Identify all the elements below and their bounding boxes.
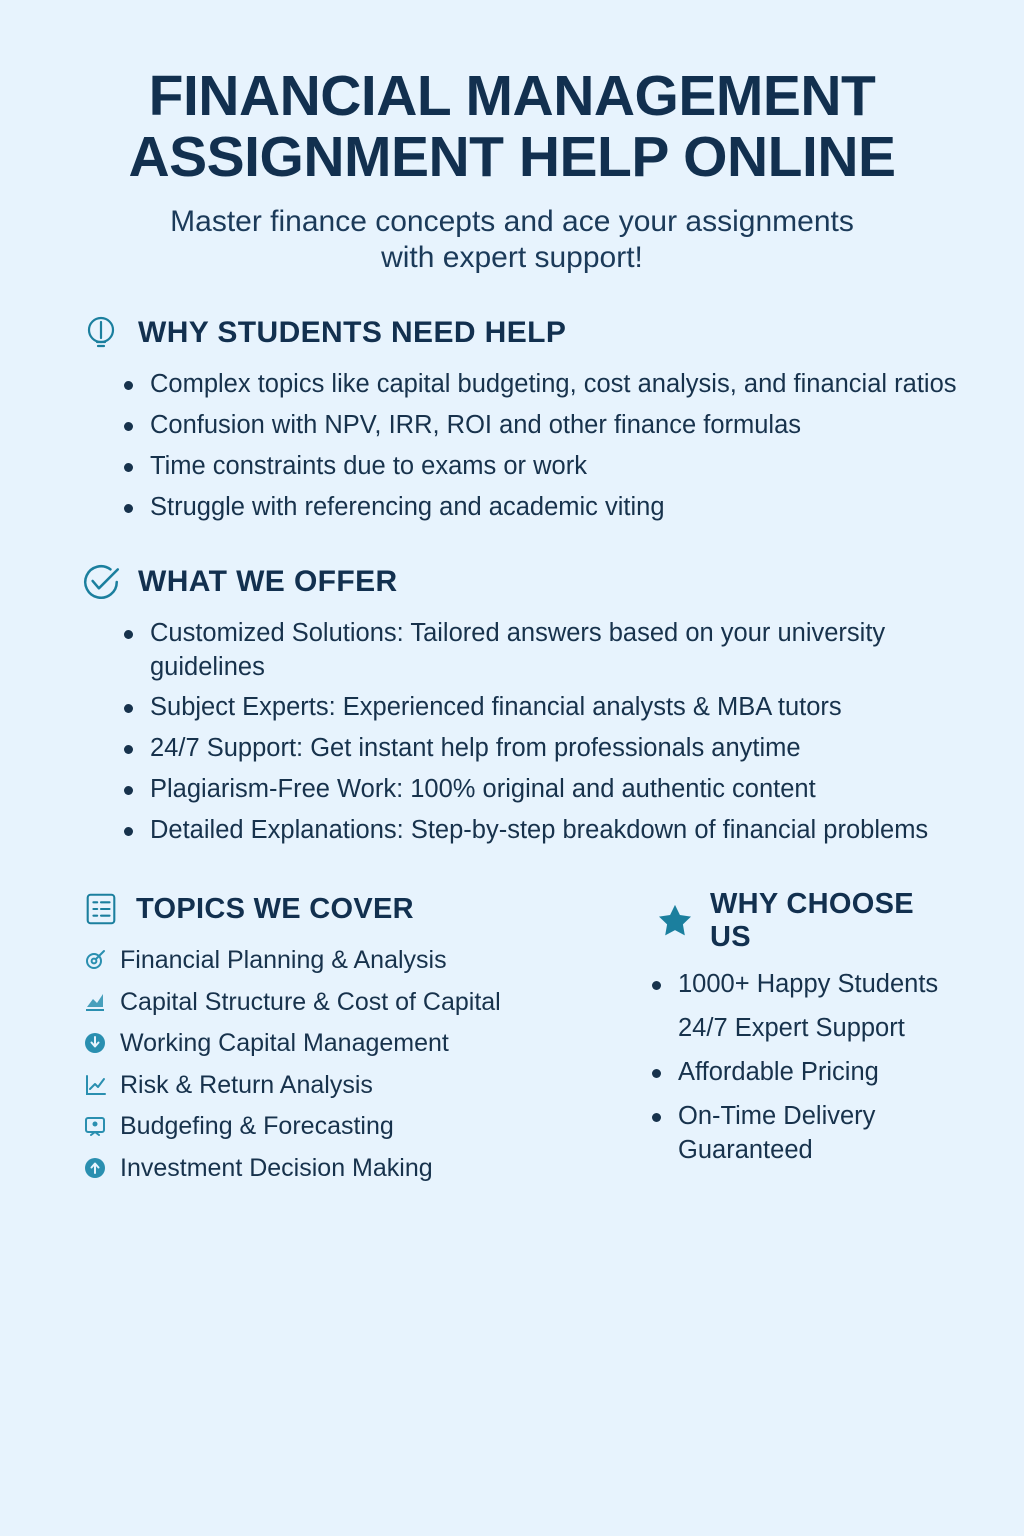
page-subtitle: Master finance concepts and ace your assignments with expert support! (170, 204, 854, 274)
list-item (82, 1110, 624, 1143)
list-item: Time constraints due to exams or work (120, 450, 960, 484)
section-title: TOPICS WE COVER (136, 892, 414, 925)
chart-up-icon (82, 989, 108, 1015)
checklist-icon (80, 888, 122, 930)
section-header (80, 312, 960, 354)
topic-label: Financial Planning & Analysis (120, 946, 447, 975)
target-icon (82, 947, 108, 973)
list-item: 24/7 Support: Get instant help from professionals anytime (120, 732, 960, 766)
check-circle-icon (80, 561, 122, 603)
list-item: Customized Solutions: Tailored answers based on your university guidelines (120, 617, 960, 685)
topic-label: Risk & Return Analysis (120, 1070, 373, 1099)
section-title: WHY STUDENTS NEED HELP (138, 315, 567, 349)
section-title: WHY CHOOSE US (710, 888, 914, 954)
presentation-icon (82, 1113, 108, 1139)
section-title: WHAT WE OFFER (138, 564, 398, 598)
section-header (80, 888, 624, 930)
topic-label: Capital Structure & Cost of Capital (120, 987, 501, 1016)
section-header (654, 888, 960, 954)
list-item: On-Time Delivery Guaranteed (648, 1100, 960, 1168)
topic-label: Investment Decision Making (120, 1153, 433, 1182)
topic-label: Working Capital Management (120, 1029, 449, 1058)
offer-list (64, 617, 960, 848)
list-item: Complex topics like capital budgeting, cost analysis, and financial ratios (120, 368, 960, 402)
list-item (82, 944, 624, 977)
topic-label: Budgefing & Forecasting (120, 1112, 394, 1141)
list-item: Affordable Pricing (648, 1056, 960, 1090)
section-why-choose-us (638, 888, 960, 1193)
why-list (64, 368, 960, 525)
section-topics-we-cover (64, 888, 624, 1193)
list-item: Detailed Explanations: Step-by-step breakdown of financial problems (120, 814, 960, 848)
topics-list (64, 944, 624, 1184)
arrow-up-circle-icon (82, 1155, 108, 1181)
list-item: 1000+ Happy Students (648, 968, 960, 1002)
choose-list (638, 968, 960, 1168)
list-item: Subject Experts: Experienced financial analysts & MBA tutors (120, 691, 960, 725)
list-item (82, 1069, 624, 1102)
list-item: Confusion with NPV, IRR, ROI and other finance formulas (120, 409, 960, 443)
list-item: Plagiarism-Free Work: 100% original and authentic content (120, 773, 960, 807)
list-item: Struggle with referencing and academic viting (120, 491, 960, 525)
list-item (82, 986, 624, 1019)
section-header (80, 561, 960, 603)
list-item (82, 1152, 624, 1185)
page-title: FINANCIAL MANAGEMENT ASSIGNMENT HELP ONLINE (128, 64, 896, 189)
star-icon (654, 900, 696, 942)
line-chart-icon (82, 1072, 108, 1098)
list-item: 24/7 Expert Support (678, 1013, 905, 1042)
lightbulb-icon (80, 312, 122, 354)
bottom-columns (64, 888, 960, 1193)
section-why-students-need-help (64, 312, 960, 525)
coin-icon (82, 1030, 108, 1056)
section-what-we-offer (64, 561, 960, 848)
list-item (82, 1027, 624, 1060)
